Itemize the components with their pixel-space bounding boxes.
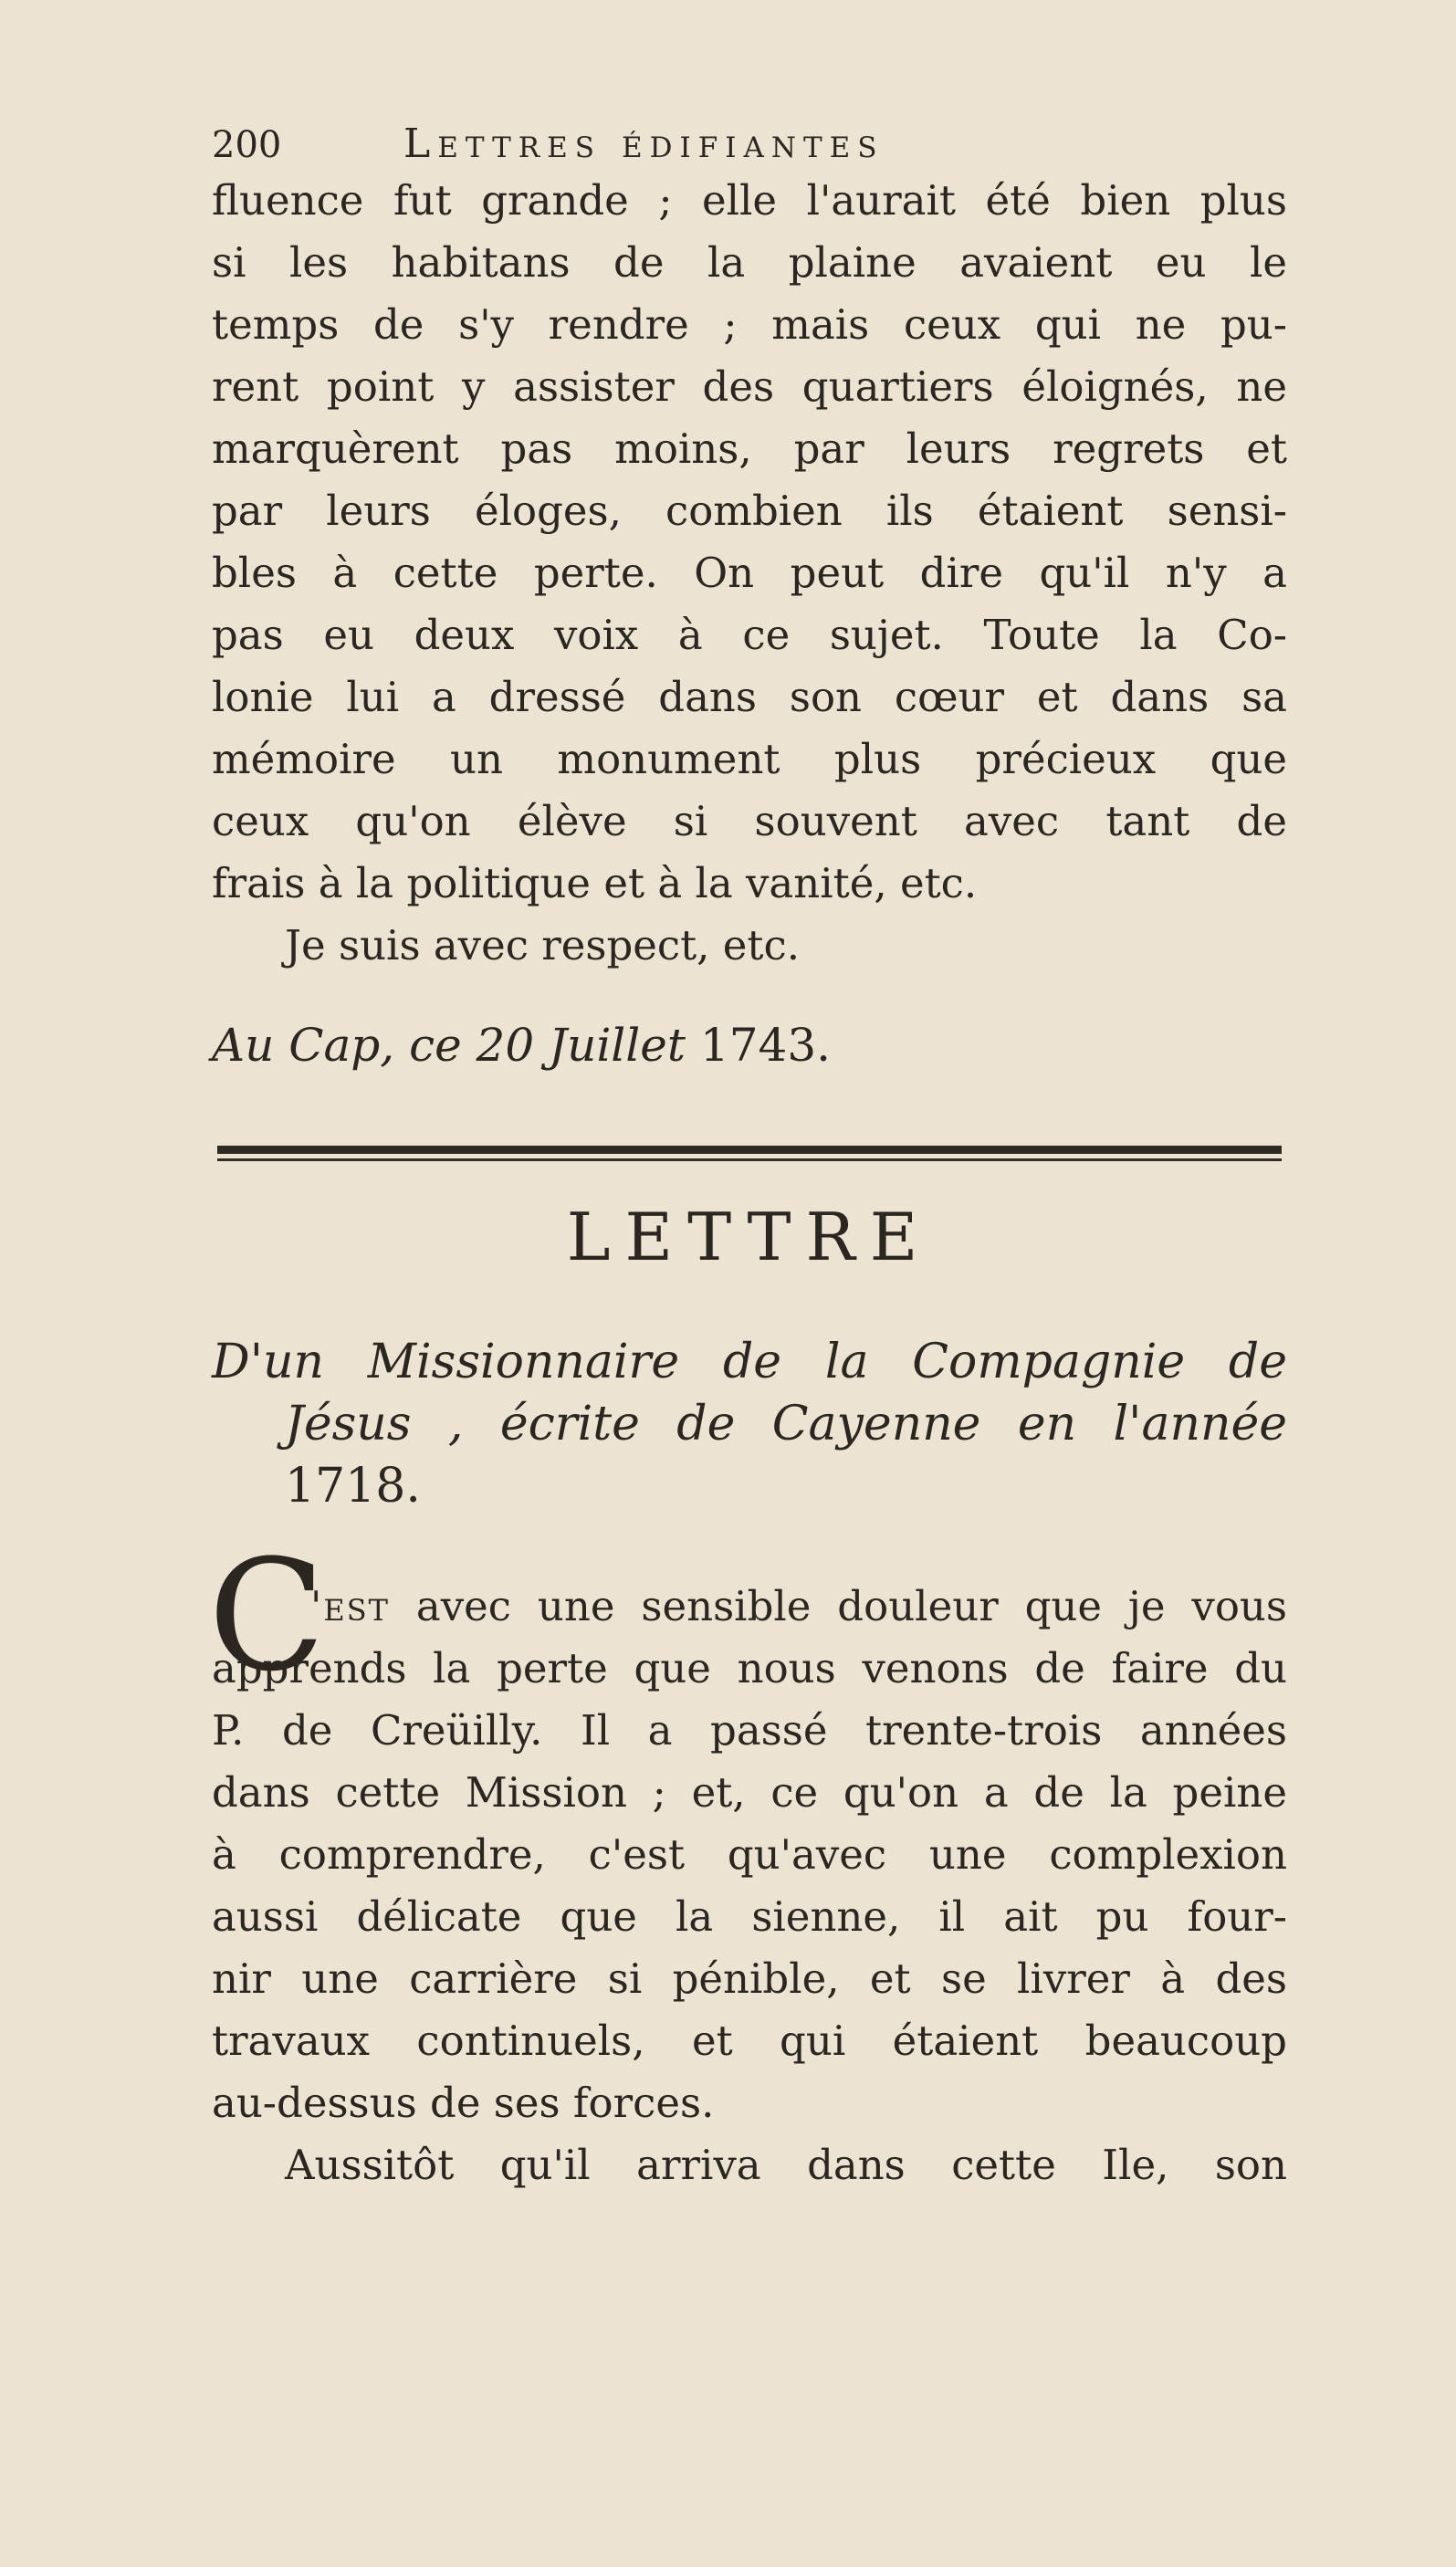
page-number: 200 bbox=[212, 124, 282, 166]
text-line: lonie lui a dressé dans son cœur et dans sa bbox=[212, 673, 1287, 721]
letter-subtitle-line: D'un Missionnaire de la Compagnie de bbox=[212, 1335, 1287, 1389]
closing-place-date: Au Cap, ce 20 Juillet bbox=[212, 1019, 686, 1072]
text-line: frais à la politique et à la vanité, etc. bbox=[212, 859, 978, 907]
text-line: pas eu deux voix à ce sujet. Toute la Co- bbox=[212, 611, 1287, 659]
letter-heading: LETTRE bbox=[566, 1199, 933, 1275]
text-line: fluence fut grande ; elle l'aurait été bien plus bbox=[212, 176, 1287, 225]
first-word-rest: 'est bbox=[310, 1582, 390, 1630]
closing-date bbox=[212, 1013, 831, 1077]
salutation: Je suis avec respect, etc. bbox=[285, 921, 801, 969]
text-line: mémoire un monument plus précieux que bbox=[212, 735, 1287, 783]
text-line: Aussitôt qu'il arriva dans cette Ile, son bbox=[285, 2141, 1287, 2189]
first-line-rest: avec une sensible douleur que je vous bbox=[415, 1582, 1287, 1630]
text-line: marquèrent pas moins, par leurs regrets et bbox=[212, 424, 1287, 473]
text-line: travaux continuels, et qui étaient beaucoup bbox=[212, 2017, 1287, 2065]
text-line: ceux qu'on élève si souvent avec tant de bbox=[212, 797, 1287, 845]
text-line: dans cette Mission ; et, ce qu'on a de la peine bbox=[212, 1768, 1287, 1817]
text-line: par leurs éloges, combien ils étaient sensi- bbox=[212, 487, 1287, 535]
text-line: apprends la perte que nous venons de faire du bbox=[212, 1644, 1287, 1692]
text-line-first bbox=[310, 1579, 1287, 1634]
divider-thick bbox=[217, 1146, 1282, 1154]
running-header bbox=[212, 117, 1125, 173]
text-line: rent point y assister des quartiers éloignés, ne bbox=[212, 362, 1287, 411]
drop-cap: C bbox=[208, 1526, 326, 1705]
text-line: si les habitans de la plaine avaient eu le bbox=[212, 238, 1287, 287]
letter-subtitle-line: Jésus , écrite de Cayenne en l'année bbox=[285, 1397, 1287, 1451]
running-title: Lettres édifiantes bbox=[403, 120, 885, 167]
letter-subtitle-year: 1718. bbox=[285, 1459, 421, 1514]
text-line: à comprendre, c'est qu'avec une complexion bbox=[212, 1830, 1287, 1879]
text-line: temps de s'y rendre ; mais ceux qui ne pu- bbox=[212, 300, 1287, 349]
text-line: au-dessus de ses forces. bbox=[212, 2079, 715, 2127]
text-line: aussi délicate que la sienne, il ait pu four- bbox=[212, 1892, 1287, 1941]
text-line: nir une carrière si pénible, et se livrer à des bbox=[212, 1954, 1287, 2003]
text-line: P. de Creüilly. Il a passé trente-trois années bbox=[212, 1706, 1287, 1755]
divider-thin bbox=[217, 1158, 1282, 1161]
closing-year: 1743. bbox=[699, 1019, 832, 1072]
text-line: bles à cette perte. On peut dire qu'il n'y a bbox=[212, 549, 1287, 597]
